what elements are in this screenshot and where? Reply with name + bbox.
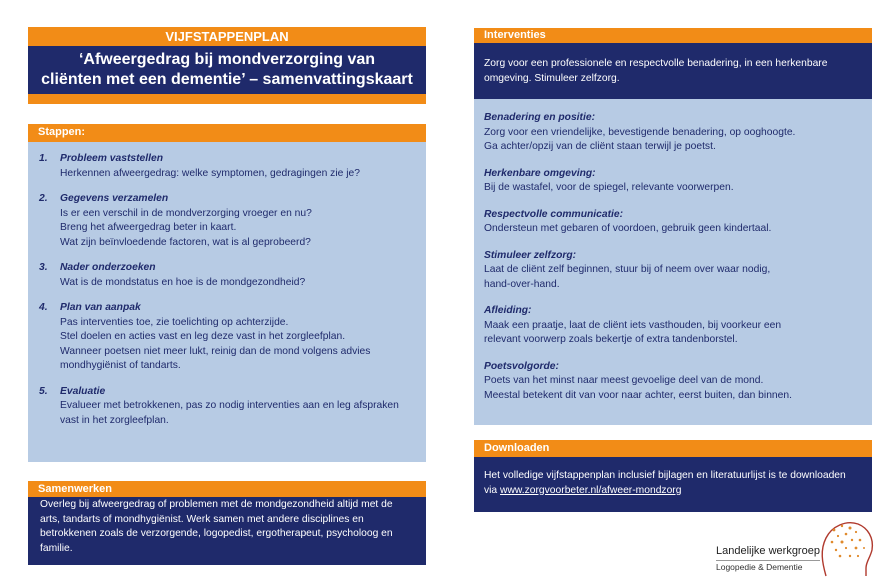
page-title-line-1: ‘Afweergedrag bij mondverzorging van (78, 51, 376, 68)
intervention-title: Stimuleer zelfzorg: (484, 249, 577, 261)
step-number: 2. (39, 193, 48, 204)
step-title-text: Gegevens verzamelen (60, 193, 169, 204)
step-title (39, 385, 416, 400)
downloaden-line-2 (484, 484, 862, 499)
intervention-line: Meestal betekent dit van voor naar achter, eerst buiten, dan binnen. (484, 389, 792, 401)
logo-name: Landelijke werkgroep (716, 545, 820, 557)
interventies-panel (474, 99, 872, 425)
samenwerken-line: betrokkenen zoals de verzorgende, logopedist, ergotherapeut, psycholoog en (40, 528, 393, 539)
logo-subtitle: Logopedie & Dementie (716, 560, 820, 572)
step-item (39, 152, 416, 181)
downloaden-header: Downloaden (474, 440, 872, 457)
intervention-section (484, 208, 862, 237)
step-title (39, 152, 416, 167)
intervention-section (484, 167, 862, 196)
intervention-section (484, 304, 862, 348)
step-line: Is er een verschil in de mondverzorging vroeger en nu? (60, 207, 312, 219)
page-title-line-2: cliënten met een dementie’ – samenvattingskaart (41, 71, 413, 88)
interventies-header: Interventies (474, 28, 872, 43)
step-line: vast in het zorgleefplan. (60, 414, 169, 426)
intervention-title: Poetsvolgorde: (484, 360, 559, 372)
downloaden-panel (474, 457, 872, 512)
intervention-section (484, 249, 862, 293)
card-top-label: VIJFSTAPPENPLAN (28, 27, 426, 46)
intervention-title: Afleiding: (484, 305, 532, 316)
step-title (39, 261, 416, 276)
intervention-line: hand-over-hand. (484, 278, 560, 290)
step-line: mondhygiënist of tandarts. (60, 360, 181, 371)
steps-panel (28, 142, 426, 462)
step-line: Evalueer met betrokkenen, pas zo nodig interventies aan en leg afspraken (60, 400, 399, 411)
interventies-intro-line: Zorg voor een professionele en respectvolle benadering, in een herkenbare (484, 58, 828, 69)
step-title (39, 301, 416, 316)
downloaden-line: Het volledige vijfstappenplan inclusief bijlagen en literatuurlijst is te downloaden (484, 470, 846, 481)
title-bottom-bar (28, 94, 426, 104)
step-number: 3. (39, 262, 48, 273)
page-title (28, 46, 426, 94)
steps-list (39, 152, 416, 428)
step-line: Wat zijn beïnvloedende factoren, wat is al geprobeerd? (60, 236, 311, 248)
samenwerken-line: familie. (40, 542, 73, 554)
intervention-title: Benadering en positie: (484, 112, 595, 123)
intervention-section (484, 360, 862, 404)
step-title-text: Evaluatie (60, 385, 106, 397)
step-item (39, 301, 416, 374)
intervention-line: Zorg voor een vriendelijke, bevestigende benadering, op ooghoogte. (484, 126, 796, 138)
download-link[interactable]: www.zorgvoorbeter.nl/afweer-mondzorg (500, 484, 682, 496)
intervention-line: Ondersteun met gebaren of voordoen, gebruik geen kindertaal. (484, 223, 772, 234)
samenwerken-line: Overleg bij afweergedrag of problemen met de mondgezondheid altijd met de (40, 499, 393, 510)
intervention-line: Bij de wastafel, voor de spiegel, relevante voorwerpen. (484, 182, 734, 193)
step-item (39, 261, 416, 290)
interventies-intro-panel (474, 43, 872, 99)
interventies-list (484, 111, 862, 403)
step-line: Breng het afweergedrag beter in kaart. (60, 222, 237, 233)
intervention-title: Herkenbare omgeving: (484, 167, 596, 179)
step-line: Wat is de mondstatus en hoe is de mondgezondheid? (60, 276, 306, 288)
step-number: 5. (39, 385, 48, 397)
step-line: Stel doelen en acties vast en leg deze vast in het zorgleefplan. (60, 331, 346, 342)
step-title (39, 192, 416, 207)
step-title-text: Plan van aanpak (60, 302, 141, 313)
interventies-intro-line: omgeving. Stimuleer zelfzorg. (484, 72, 620, 84)
step-line: Herkennen afweergedrag: welke symptomen, gedragingen zie je? (60, 167, 360, 179)
intervention-line: Laat de cliënt zelf beginnen, stuur bij of neem over waar nodig, (484, 264, 771, 275)
step-number: 1. (39, 153, 48, 164)
step-line: Pas interventies toe, zie toelichting op achterzijde. (60, 316, 289, 328)
step-item (39, 192, 416, 250)
steps-header: Stappen: (28, 124, 426, 142)
step-title-text: Probleem vaststellen (60, 153, 164, 164)
intervention-line: relevant voorwerp zoals bekertje of extra tandenborstel. (484, 334, 738, 345)
intervention-title: Respectvolle communicatie: (484, 208, 624, 220)
samenwerken-line: arts, tandarts of mondhygiënist. Werk samen met andere disciplines en (40, 513, 364, 525)
intervention-line: Maak een praatje, laat de cliënt iets vasthouden, bij voorkeur een (484, 319, 782, 331)
intervention-line: Ga achter/opzij van de cliënt staan terwijl je poetst. (484, 141, 716, 152)
step-title-text: Nader onderzoeken (60, 262, 156, 273)
samenwerken-header: Samenwerken (28, 481, 426, 497)
samenwerken-panel (28, 497, 426, 565)
organisation-logo (716, 516, 876, 580)
intervention-section (484, 111, 862, 155)
step-item (39, 385, 416, 429)
head-profile-dots-icon (812, 516, 876, 580)
step-line: Wanneer poetsen niet meer lukt, reinig dan de mond volgens advies (60, 345, 371, 357)
step-number: 4. (39, 302, 48, 313)
downloaden-via: via (484, 484, 501, 496)
intervention-line: Poets van het minst naar meest gevoelige deel van de mond. (484, 375, 764, 386)
